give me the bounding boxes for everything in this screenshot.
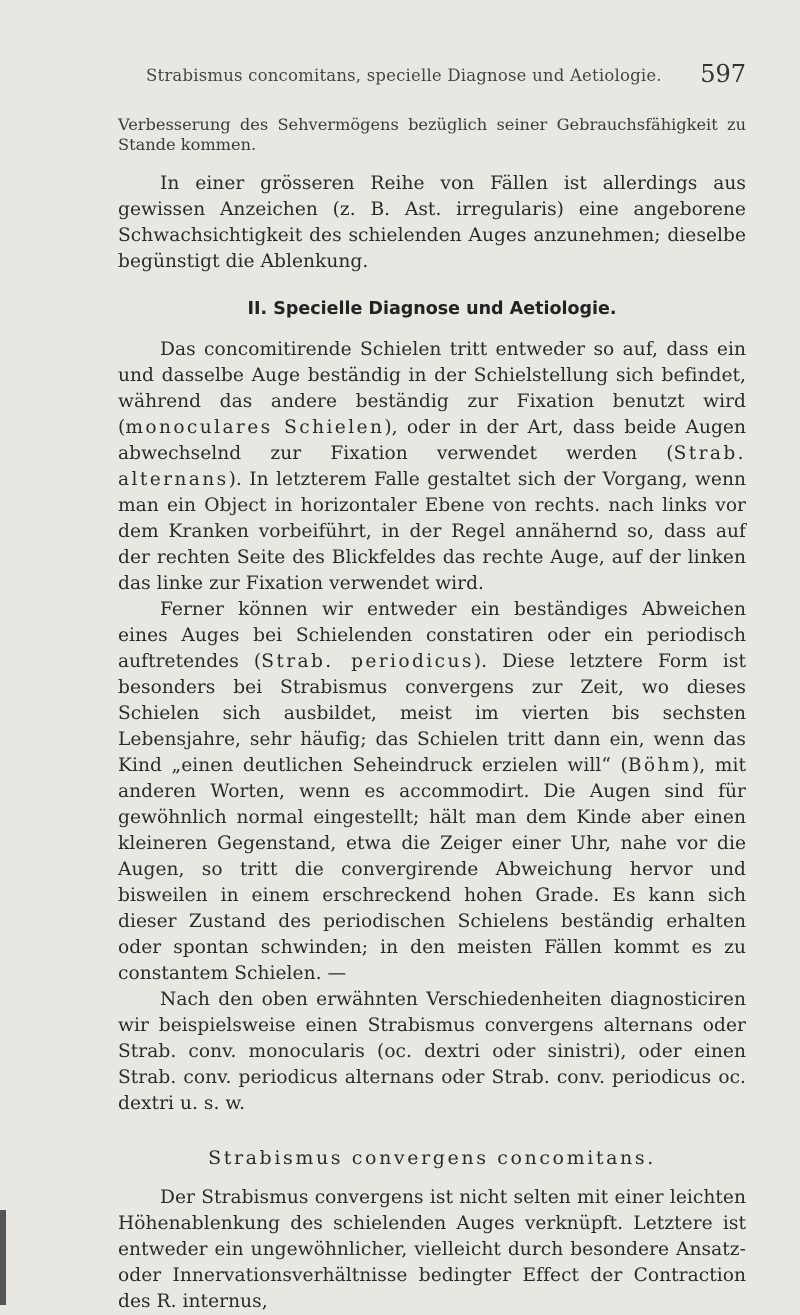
page-number: 597: [700, 60, 746, 88]
running-header: [118, 62, 746, 96]
emphasis-term: Strab. alternans: [118, 443, 746, 490]
paragraph: In einer grösseren Reihe von Fällen ist allerdings aus gewissen Anzeichen (z. B. Ast. irregularis) eine angeborene Schwachsichtigkeit des schielenden Auges anzunehmen; dieselbe begünstigt die Ablenkung.: [118, 173, 746, 272]
paragraph: [118, 337, 746, 597]
paragraph: [118, 597, 746, 987]
scan-edge-mark: [0, 1210, 6, 1305]
text-run: ). Diese letztere Form ist besonders bei Strabismus convergens zur Zeit, wo dieses Schielen sich ausbildet, meist im vierten bis sechsten Lebensjahre, sehr häufig; das Schielen tritt dann ein, wenn das Kind „einen deutlichen Seheindruck erzielen will“ (: [118, 651, 746, 776]
text-run: ), mit anderen Worten, wenn es accommodirt. Die Augen sind für gewöhnlich normal eingestellt; hält man dem Kinde aber einen kleineren Gegenstand, etwa die Zeiger einer Uhr, nahe vor die Augen, so tritt die convergirende Abweichung hervor und bisweilen in einem erschreckend hohen Grade. Es kann sich dieser Zustand des periodischen Schielens beständig erhalten oder spontan schwinden; in den meisten Fällen kommt es zu constantem Schielen. —: [118, 755, 746, 984]
paragraph-continuation: Verbesserung des Sehvermögens bezüglich seiner Gebrauchsfähigkeit zu Stande kommen.: [118, 115, 746, 154]
subsection-heading: Strabismus convergens concomitans.: [208, 1147, 656, 1169]
text-run: ). In letzterem Falle gestaltet sich der Vorgang, wenn man ein Object in horizontaler Ebene von rechts. nach links vor dem Kranken vorbeiführt, in der Regel annähernd so, dass auf der rechten Seite des Blickfeldes das rechte Auge, auf der linken das linke zur Fixation verwendet wird.: [118, 469, 746, 594]
paragraph: Nach den oben erwähnten Verschiedenheiten diagnosticiren wir beispielsweise einen Strabismus convergens alternans oder Strab. conv. monocularis (oc. dextri oder sinistri), oder einen Strab. conv. periodicus alternans oder Strab. conv. periodicus oc. dextri u. s. w.: [118, 989, 746, 1114]
section-heading: II. Specielle Diagnose und Aetiologie.: [247, 299, 617, 319]
text-run: ), oder in der Art, dass beide Augen abwechselnd zur Fixation verwendet werden (: [118, 417, 747, 464]
emphasis-term: Böhm: [627, 755, 692, 776]
running-title: Strabismus concomitans, specielle Diagnose und Aetiologie.: [146, 66, 662, 85]
paragraph: Der Strabismus convergens ist nicht selten mit einer leichten Höhenablenkung des schielenden Auges verknüpft. Letztere ist entweder ein ungewöhnlicher, vielleicht durch besondere Ansatz- oder Innervationsverhältnisse bedingter Effect der Contraction des R. internus,: [118, 1187, 746, 1312]
text-run: Ferner können wir entweder ein beständiges Abweichen eines Auges bei Schielenden constatiren oder ein periodisch auftretendes (: [118, 599, 746, 672]
text-run: Das concomitirende Schielen tritt entweder so auf, dass ein und dasselbe Auge beständig in der Schielstellung sich befindet, während das andere beständig zur Fixation benutzt wird (: [118, 339, 746, 438]
page-body: [118, 115, 746, 1315]
emphasis-term: monoculares Schielen: [125, 417, 385, 438]
emphasis-term: Strab. periodicus: [261, 651, 474, 672]
